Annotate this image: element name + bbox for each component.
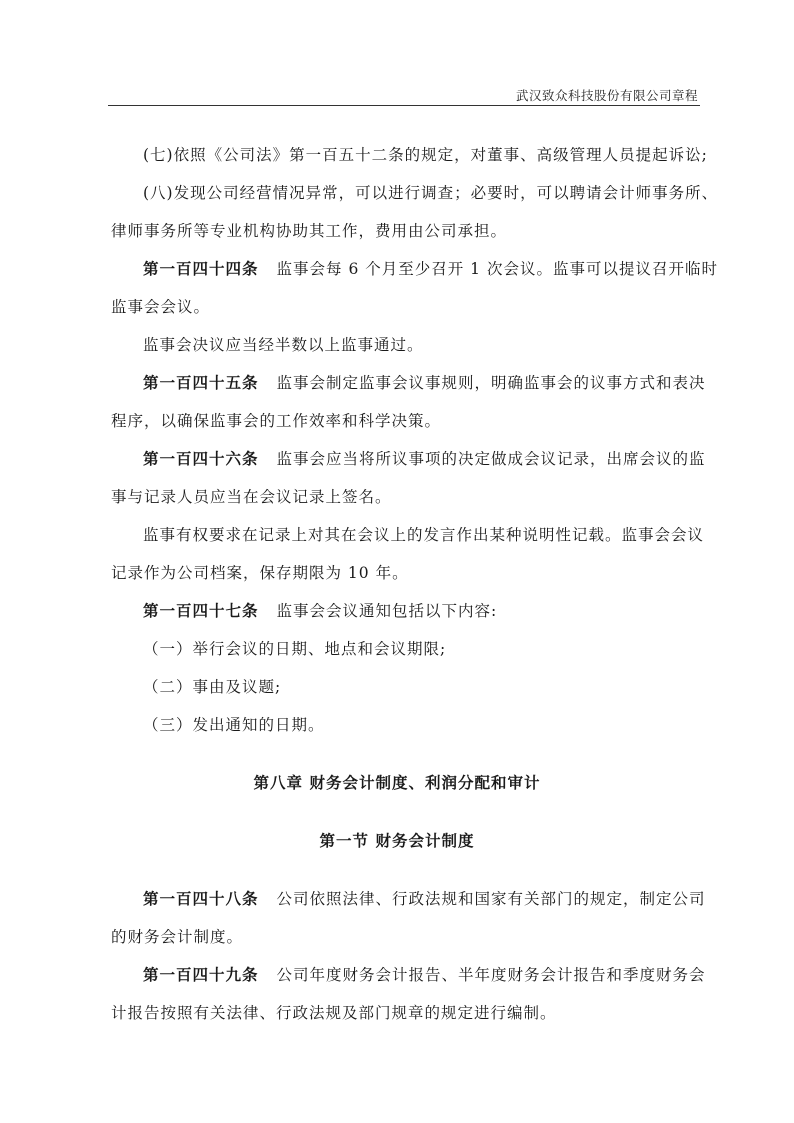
article-149-line2: 计报告按照有关法律、行政法规及部门规章的规定进行编制。: [111, 1004, 557, 1022]
paragraph-item-8-line1: (八)发现公司经营情况异常，可以进行调查；必要时，可以聘请会计师事务所、: [143, 184, 719, 202]
article-147-item2: （二）事由及议题;: [143, 678, 282, 696]
paragraph-item-8-line2: 律师事务所等专业机构协助其工作，费用由公司承担。: [111, 222, 508, 240]
article-144-line1: [143, 258, 733, 280]
section-1-heading: 第一节 财务会计制度: [319, 831, 475, 850]
article-145-text: 监事会制定监事会议事规则，明确监事会的议事方式和表决: [276, 374, 706, 392]
article-147-item3: （三）发出通知的日期。: [143, 716, 325, 734]
paragraph-item-7: (七)依照《公司法》第一百五十二条的规定，对董事、高级管理人员提起诉讼;: [143, 146, 708, 164]
article-145-line1: [143, 372, 733, 394]
article-147-item1: （一）举行会议的日期、地点和会议期限;: [143, 640, 447, 658]
article-148-text: 公司依照法律、行政法规和国家有关部门的规定，制定公司: [276, 890, 706, 908]
article-146-text: 监事会应当将所议事项的决定做成会议记录，出席会议的监: [276, 450, 706, 468]
header-divider: [108, 105, 700, 106]
article-148-title: 第一百四十八条: [143, 889, 259, 908]
article-149-text: 公司年度财务会计报告、半年度财务会计报告和季度财务会: [276, 966, 706, 984]
article-147-text: 监事会会议通知包括以下内容:: [276, 602, 498, 620]
document-header-title: 武汉致众科技股份有限公司章程: [515, 88, 698, 103]
article-146-line4: 记录作为公司档案，保存期限为 10 年。: [111, 564, 409, 582]
article-144-line2: 监事会会议。: [111, 298, 211, 316]
article-146-title: 第一百四十六条: [143, 449, 259, 468]
chapter-8-heading: 第八章 财务会计制度、利润分配和审计: [253, 773, 541, 792]
article-146-line3: 监事有权要求在记录上对其在会议上的发言作出某种说明性记载。监事会会议: [143, 526, 705, 544]
article-147-title: 第一百四十七条: [143, 601, 259, 620]
article-149-line1: [143, 964, 733, 986]
article-148-line1: [143, 888, 733, 910]
article-144-text: 监事会每 6 个月至少召开 1 次会议。监事可以提议召开临时: [276, 260, 718, 278]
article-146-line1: [143, 448, 733, 470]
article-145-line2: 程序，以确保监事会的工作效率和科学决策。: [111, 412, 442, 430]
article-144-line3: 监事会决议应当经半数以上监事通过。: [143, 336, 424, 354]
article-149-title: 第一百四十九条: [143, 965, 259, 984]
article-145-title: 第一百四十五条: [143, 373, 259, 392]
article-144-title: 第一百四十四条: [143, 259, 259, 278]
article-148-line2: 的财务会计制度。: [111, 928, 244, 946]
article-146-line2: 事与记录人员应当在会议记录上签名。: [111, 488, 392, 506]
article-147-line1: [143, 600, 733, 622]
